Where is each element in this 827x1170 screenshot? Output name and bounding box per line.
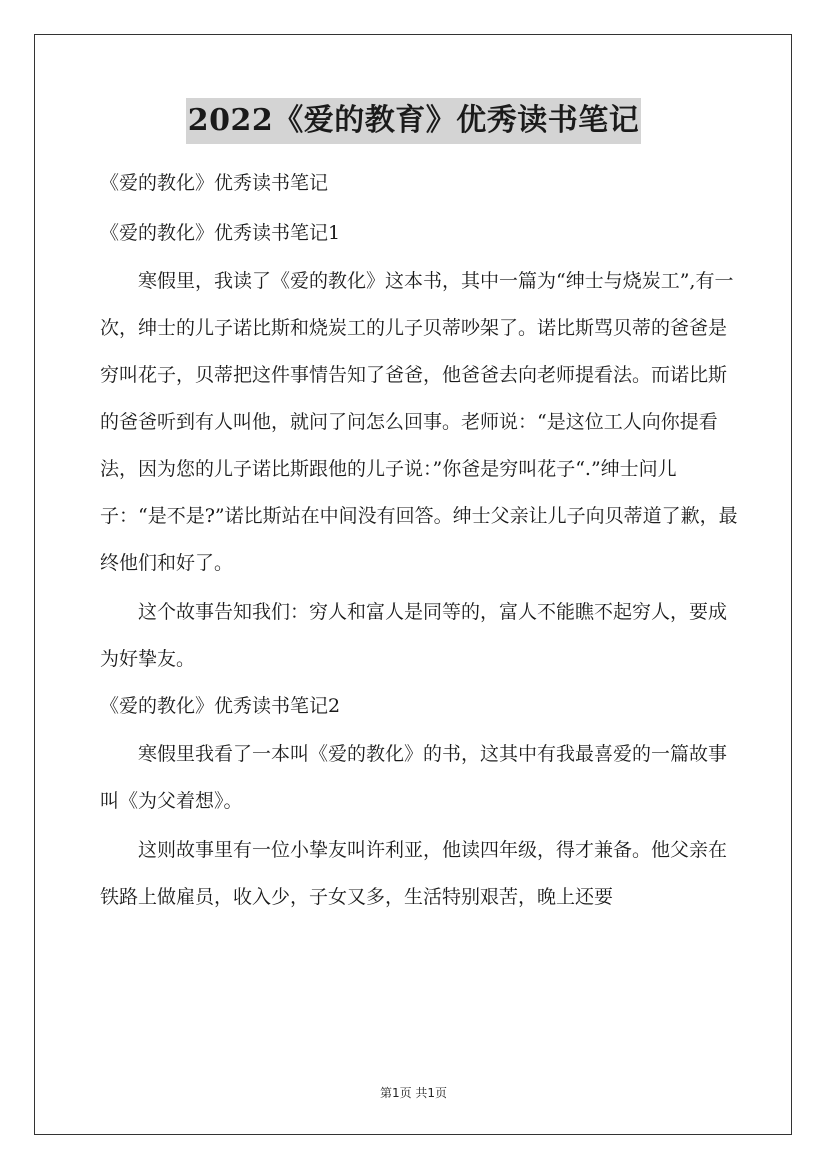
note1-heading: 《爱的教化》优秀读书笔记1 bbox=[100, 222, 341, 244]
page-footer: 第1页 共1页 bbox=[379, 1086, 448, 1100]
main-heading: 《爱的教化》优秀读书笔记 bbox=[100, 172, 329, 194]
note1-paragraph-1: 寒假里，我读了《爱的教化》这本书，其中一篇为“绅士与烧炭工”,有一次，绅士的儿子诺比斯和烧炭工的儿子贝蒂吵架了。诺比斯骂贝蒂的爸爸是穷叫花子，贝蒂把这件事情告知了爸爸，他爸爸去向老师提看法。而诺比斯的爸爸听到有人叫他，就问了问怎么回事。老师说：“是这位工人向你提看法，因为您的儿子诺比斯跟他的儿子说：”你爸是穷叫花子“.”绅士问儿子：“是不是?”诺比斯站在中间没有回答。绅士父亲让儿子向贝蒂道了歉，最终他们和好了。 bbox=[100, 270, 738, 574]
note1-paragraph-2: 这个故事告知我们：穷人和富人是同等的，富人不能瞧不起穷人，要成为好挚友。 bbox=[100, 601, 728, 670]
note2-heading: 《爱的教化》优秀读书笔记2 bbox=[100, 695, 341, 717]
document-title: 2022《爱的教育》优秀读书笔记 bbox=[186, 98, 642, 144]
note2-paragraph-2: 这则故事里有一位小挚友叫许利亚，他读四年级，得才兼备。他父亲在铁路上做雇员，收入少，子女又多，生活特别艰苦，晚上还要 bbox=[100, 839, 728, 908]
title-container bbox=[0, 98, 827, 144]
note2-paragraph-1: 寒假里我看了一本叫《爱的教化》的书，这其中有我最喜爱的一篇故事叫《为父着想》。 bbox=[100, 743, 728, 812]
document-body bbox=[100, 170, 740, 921]
